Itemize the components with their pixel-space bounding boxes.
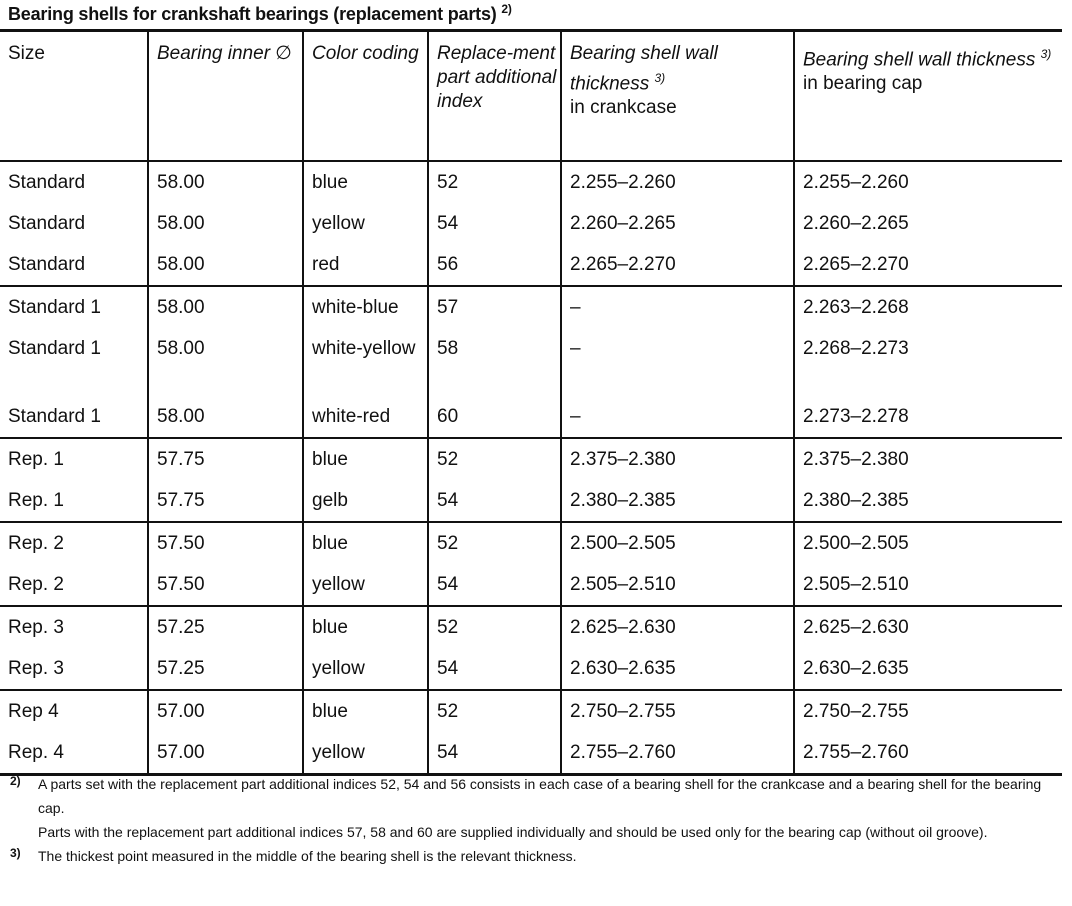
cell-wall-cap: 2.500–2.505: [794, 522, 1062, 564]
cell-replacement-index: 54: [428, 480, 561, 522]
cell-wall-cap: 2.375–2.380: [794, 438, 1062, 480]
cell-bearing-inner: 58.00: [148, 328, 303, 396]
header-wall-cap-location: in bearing cap: [803, 73, 923, 95]
cell-bearing-inner: 58.00: [148, 244, 303, 286]
title-footnote-ref: 2): [501, 2, 512, 16]
table-row: [0, 286, 1062, 328]
footnotes: [10, 772, 1062, 868]
cell-size: Rep. 3: [8, 617, 64, 638]
cell-replacement-index: 60: [428, 396, 561, 438]
header-wall-cap-ref: 3): [1040, 47, 1052, 61]
cell-bearing-inner: 58.00: [148, 161, 303, 203]
footnote-line: [10, 820, 1062, 844]
table-title-text: Bearing shells for crankshaft bearings (replacement parts): [8, 4, 497, 24]
cell-wall-crankcase: –: [561, 286, 794, 328]
cell-size: Standard: [0, 244, 148, 286]
cell-wall-crankcase: 2.630–2.635: [561, 648, 794, 690]
cell-color-coding: white-yellow: [303, 328, 428, 396]
bearing-shell-table: [0, 32, 1062, 776]
cell-size: Rep. 1: [0, 480, 148, 522]
cell-color-coding: yellow: [303, 564, 428, 606]
cell-replacement-index: 54: [428, 564, 561, 606]
cell-wall-cap: 2.260–2.265: [794, 203, 1062, 244]
cell-replacement-index: 52: [428, 606, 561, 648]
cell-color-coding: blue: [303, 690, 428, 732]
table-row: [0, 480, 1062, 522]
table-row: [0, 396, 1062, 438]
cell-wall-cap: 2.505–2.510: [794, 564, 1062, 606]
footnote-text: The thickest point measured in the middle of the bearing shell is the relevant thickness.: [38, 848, 577, 864]
header-wall-crankcase-ref: 3): [654, 71, 666, 85]
cell-wall-crankcase: 2.755–2.760: [561, 732, 794, 775]
table-row: [0, 203, 1062, 244]
cell-color-coding: white-blue: [303, 286, 428, 328]
table-row: [0, 244, 1062, 286]
cell-wall-cap: 2.255–2.260: [794, 161, 1062, 203]
cell-color-coding: yellow: [303, 732, 428, 775]
cell-wall-cap: 2.630–2.635: [794, 648, 1062, 690]
cell-wall-crankcase: 2.625–2.630: [561, 606, 794, 648]
table-row: [0, 328, 1062, 396]
cell-wall-crankcase: 2.505–2.510: [561, 564, 794, 606]
table-title: [8, 2, 512, 25]
table-row: [0, 606, 1062, 648]
cell-wall-crankcase: 2.260–2.265: [561, 203, 794, 244]
cell-wall-cap: 2.755–2.760: [794, 732, 1062, 775]
footnote-text: A parts set with the replacement part additional indices 52, 54 and 56 consists in each case of a bearing shell for the crankcase and a bearing shell for the bearing cap.: [38, 776, 1042, 816]
cell-replacement-index: 52: [428, 522, 561, 564]
table-row: [0, 564, 1062, 606]
header-wall-crankcase: [561, 32, 794, 161]
header-wall-crankcase-location: in crankcase: [570, 97, 677, 119]
table-row: [0, 648, 1062, 690]
cell-replacement-index: 54: [428, 648, 561, 690]
cell-wall-cap: 2.268–2.273: [794, 328, 1062, 396]
header-color-coding: Color coding: [303, 32, 428, 161]
cell-wall-cap: 2.273–2.278: [794, 396, 1062, 438]
cell-replacement-index: 58: [428, 328, 561, 396]
cell-replacement-index: 52: [428, 161, 561, 203]
footnote-line: [10, 844, 1062, 868]
cell-bearing-inner: 57.75: [148, 480, 303, 522]
cell-wall-crankcase: 2.500–2.505: [561, 522, 794, 564]
cell-bearing-inner: 58.00: [148, 396, 303, 438]
cell-wall-crankcase: 2.750–2.755: [561, 690, 794, 732]
cell-bearing-inner: 58.00: [148, 286, 303, 328]
cell-wall-crankcase: 2.380–2.385: [561, 480, 794, 522]
cell-wall-cap: 2.380–2.385: [794, 480, 1062, 522]
cell-replacement-index: 54: [428, 732, 561, 775]
table-row: [0, 690, 1062, 732]
header-wall-crankcase-text: Bearing shell wall thickness: [570, 43, 718, 95]
header-size: Size: [8, 43, 45, 64]
cell-size: Rep. 1: [8, 449, 64, 470]
footnote-text: Parts with the replacement part additional indices 57, 58 and 60 are supplied individually and should be used only for the bearing cap (without oil groove).: [38, 824, 988, 840]
cell-size: Rep. 2: [8, 533, 64, 554]
cell-color-coding: gelb: [303, 480, 428, 522]
cell-color-coding: white-red: [303, 396, 428, 438]
cell-wall-cap: 2.265–2.270: [794, 244, 1062, 286]
cell-wall-cap: 2.263–2.268: [794, 286, 1062, 328]
cell-size: Rep. 4: [0, 732, 148, 775]
table-row: [0, 522, 1062, 564]
table-body: [0, 161, 1062, 775]
cell-size: Standard 1: [8, 297, 101, 318]
table-row: [0, 161, 1062, 203]
cell-bearing-inner: 57.25: [148, 606, 303, 648]
table-row: [0, 732, 1062, 775]
cell-size: Standard 1: [0, 396, 148, 438]
table-row: [0, 438, 1062, 480]
cell-replacement-index: 57: [428, 286, 561, 328]
cell-wall-crankcase: –: [561, 396, 794, 438]
cell-color-coding: yellow: [303, 203, 428, 244]
header-wall-cap: [794, 32, 1062, 161]
footnote-mark: 2): [10, 774, 21, 788]
header-wall-cap-text: Bearing shell wall thickness: [803, 49, 1036, 71]
cell-color-coding: blue: [303, 606, 428, 648]
header-bearing-inner: Bearing inner ∅: [148, 32, 303, 161]
cell-color-coding: yellow: [303, 648, 428, 690]
cell-bearing-inner: 57.00: [148, 732, 303, 775]
cell-color-coding: blue: [303, 522, 428, 564]
cell-color-coding: blue: [303, 438, 428, 480]
cell-replacement-index: 52: [428, 438, 561, 480]
cell-color-coding: red: [303, 244, 428, 286]
cell-replacement-index: 54: [428, 203, 561, 244]
cell-replacement-index: 56: [428, 244, 561, 286]
cell-size: Standard 1: [8, 338, 101, 359]
cell-color-coding: blue: [303, 161, 428, 203]
cell-wall-crankcase: 2.255–2.260: [561, 161, 794, 203]
cell-wall-crankcase: 2.375–2.380: [561, 438, 794, 480]
cell-size: Rep 4: [8, 701, 59, 722]
cell-size: Rep. 2: [0, 564, 148, 606]
cell-wall-cap: 2.625–2.630: [794, 606, 1062, 648]
cell-wall-crankcase: –: [561, 328, 794, 396]
footnote-mark: 3): [10, 846, 21, 860]
cell-size: Standard: [8, 213, 86, 234]
cell-bearing-inner: 57.75: [148, 438, 303, 480]
cell-wall-crankcase: 2.265–2.270: [561, 244, 794, 286]
cell-bearing-inner: 57.00: [148, 690, 303, 732]
cell-bearing-inner: 57.50: [148, 564, 303, 606]
header-row: [0, 32, 1062, 161]
cell-wall-cap: 2.750–2.755: [794, 690, 1062, 732]
cell-bearing-inner: 57.50: [148, 522, 303, 564]
header-replacement-index: Replace-ment part additional index: [428, 32, 561, 161]
cell-size: Standard: [8, 172, 86, 193]
cell-replacement-index: 52: [428, 690, 561, 732]
footnote-line: [10, 772, 1062, 820]
cell-bearing-inner: 58.00: [148, 203, 303, 244]
cell-size: Rep. 3: [0, 648, 148, 690]
cell-bearing-inner: 57.25: [148, 648, 303, 690]
